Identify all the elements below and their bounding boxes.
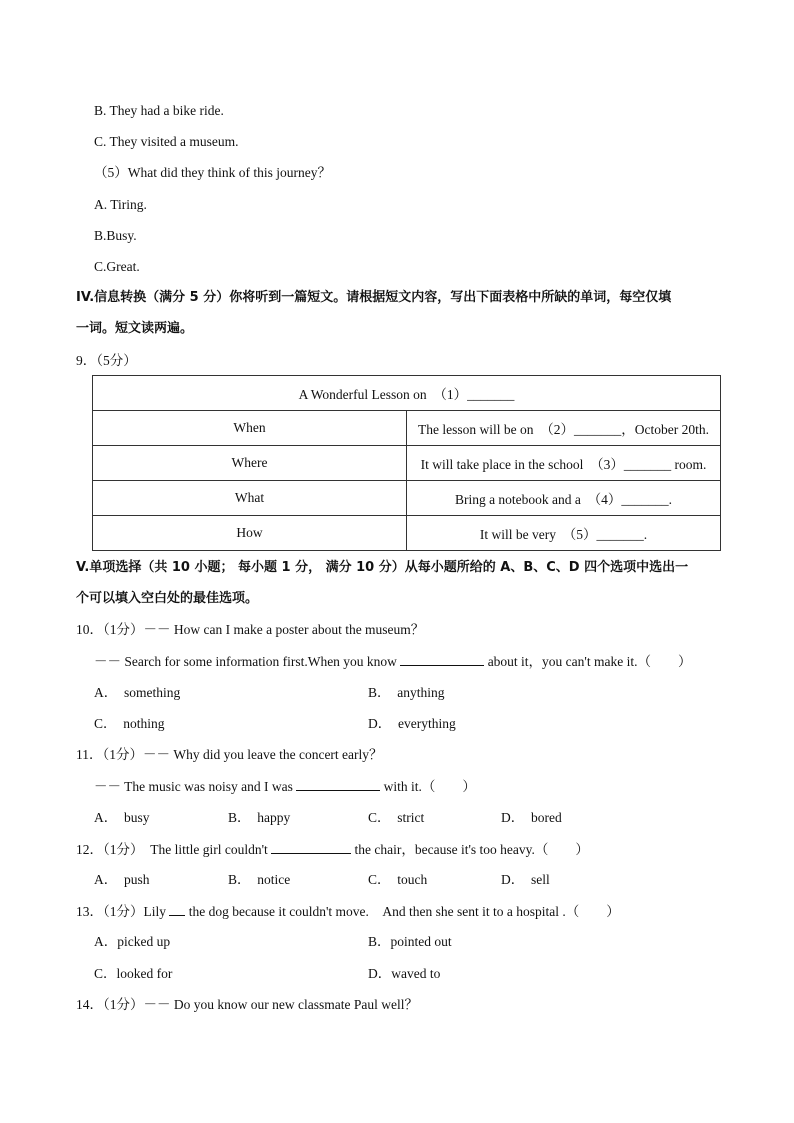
option-b-bike-ride: B. They had a bike ride. <box>94 103 224 118</box>
q10-option-d: D． everything <box>368 716 456 731</box>
question-14-stem: 14．（1分）－－ Do you know our new classmate Paul well？ <box>76 997 418 1012</box>
table-label-what: What <box>93 481 407 516</box>
option-c-great: C.Great. <box>94 259 140 274</box>
section-4-heading-line2: 一词。短文读两遍。 <box>76 321 194 336</box>
q10-option-a: A． something <box>94 685 181 700</box>
table-title: A Wonderful Lesson on （1）_______ <box>93 376 721 411</box>
q11-option-d: D． bored <box>501 810 562 825</box>
answer-blank <box>169 903 185 916</box>
table-label-when: When <box>93 411 407 446</box>
table-row <box>93 411 721 446</box>
question-11-line2 <box>94 778 476 795</box>
question-12-stem-pre: 12．（1分） The little girl couldn't <box>76 842 268 857</box>
table-content-when: The lesson will be on （2）_______，October 20th. <box>407 411 721 446</box>
table-label-how: How <box>93 516 407 551</box>
table-row <box>93 446 721 481</box>
answer-blank <box>296 778 380 791</box>
section-5-heading-line2: 个可以填入空白处的最佳选项。 <box>76 591 259 606</box>
question-13-stem-post: the dog because it couldn't move. And then she sent it to a hospital .（ ） <box>188 904 620 919</box>
option-a-tiring: A. Tiring. <box>94 197 147 212</box>
section-4-heading-line1: IV.信息转换（满分 5 分）你将听到一篇短文。请根据短文内容，写出下面表格中所缺的单词，每空仅填 <box>76 290 672 305</box>
q13-option-d: D．waved to <box>368 966 441 981</box>
question-9-number: 9．（5分） <box>76 353 137 368</box>
q10-option-b: B． anything <box>368 685 445 700</box>
table-content-how: It will be very （5）_______. <box>407 516 721 551</box>
table-row <box>93 516 721 551</box>
option-c-museum: C. They visited a museum. <box>94 134 239 149</box>
question-10-line2 <box>94 653 691 670</box>
table-content-where: It will take place in the school （3）_______ room. <box>407 446 721 481</box>
question-13-stem <box>76 903 620 920</box>
option-b-busy: B.Busy. <box>94 228 137 243</box>
q13-option-c: C．looked for <box>94 966 173 981</box>
table-row <box>93 376 721 411</box>
q12-option-d: D． sell <box>501 872 550 887</box>
q12-option-a: A． push <box>94 872 150 887</box>
question-10-line2-post: about it，you can't make it.（ ） <box>487 654 692 669</box>
question-12-stem <box>76 841 589 858</box>
table-label-where: Where <box>93 446 407 481</box>
q13-option-a: A．picked up <box>94 934 171 949</box>
question-13-stem-pre: 13．（1分）Lily <box>76 904 166 919</box>
question-12-stem-post: the chair，because it's too heavy.（ ） <box>354 842 589 857</box>
question-10-line2-pre: －－ Search for some information first.When you know <box>94 654 397 669</box>
question-5: （5）What did they think of this journey？ <box>94 165 331 180</box>
section-5-heading-line1: V.单项选择（共 10 小题； 每小题 1 分， 满分 10 分）从每小题所给的 A、B、C、D 四个选项中选出一 <box>76 560 689 575</box>
question-11-stem: 11．（1分）－－ Why did you leave the concert early？ <box>76 747 383 762</box>
question-10-stem: 10．（1分）－－ How can I make a poster about the museum？ <box>76 622 425 637</box>
question-11-line2-pre: －－ The music was noisy and I was <box>94 779 293 794</box>
table-content-what: Bring a notebook and a （4）_______. <box>407 481 721 516</box>
q12-option-b: B． notice <box>228 872 291 887</box>
q13-option-b: B．pointed out <box>368 934 452 949</box>
q12-option-c: C． touch <box>368 872 428 887</box>
answer-blank <box>271 841 351 854</box>
info-table <box>92 375 721 551</box>
q10-option-c: C． nothing <box>94 716 165 731</box>
q11-option-b: B． happy <box>228 810 291 825</box>
question-11-line2-post: with it.（ ） <box>383 779 476 794</box>
table-row <box>93 481 721 516</box>
q11-option-c: C． strict <box>368 810 425 825</box>
q11-option-a: A． busy <box>94 810 150 825</box>
answer-blank <box>400 653 484 666</box>
